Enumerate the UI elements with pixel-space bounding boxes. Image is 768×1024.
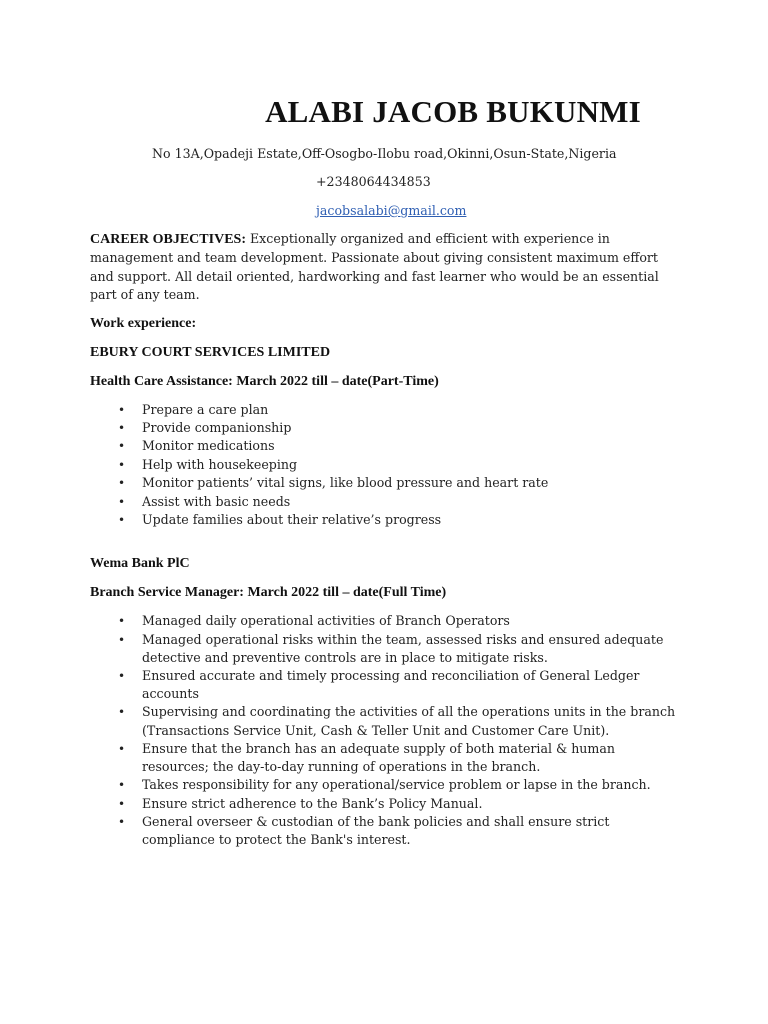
duty-text: General overseer & custodian of the bank policies and shall ensure strict compliance to protect the Bank's interest. — [142, 813, 610, 847]
duty-text: Assist with basic needs — [142, 493, 291, 509]
bullet-icon: • — [118, 494, 126, 509]
duty-list — [90, 612, 680, 849]
candidate-name: ALABI JACOB BUKUNMI — [265, 94, 641, 129]
duty-text: Prepare a care plan — [142, 401, 269, 417]
duty-text: Supervising and coordinating the activities of all the operations units in the branch (Transactions Service Unit, Cash & Teller Unit and Customer Care Unit). — [142, 704, 676, 738]
phone-number: +2348064434853 — [316, 174, 431, 189]
address-line: No 13A,Opadeji Estate,Off-Osogbo-Ilobu road,Okinni,Osun-State,Nigeria — [152, 146, 617, 161]
objective-text: Exceptionally organized and efficient with experience in management and team development. Passionate about giving consistent maximum effort and support. All detail oriented, hardworking and fast learner who would be an essential part of any team. — [90, 231, 659, 303]
company-name: Wema Bank PlC — [90, 556, 190, 572]
bullet-icon: • — [118, 614, 126, 629]
bullet-icon: • — [118, 669, 126, 684]
duty-text: Managed daily operational activities of Branch Operators — [142, 613, 510, 629]
work-experience-heading: Work experience: — [90, 315, 197, 331]
bullet-icon: • — [118, 796, 126, 811]
list-item — [90, 474, 680, 492]
job-role: Branch Service Manager: March 2022 till – date(Full Time) — [90, 585, 447, 601]
bullet-icon: • — [118, 705, 126, 720]
duty-text: Update families about their relative’s progress — [142, 512, 442, 528]
bullet-icon: • — [118, 814, 126, 829]
list-item — [90, 493, 680, 511]
bullet-icon: • — [118, 402, 126, 417]
bullet-icon: • — [118, 513, 126, 528]
duty-text: Provide companionship — [142, 420, 292, 436]
list-item — [90, 631, 680, 667]
job-role: Health Care Assistance: March 2022 till – date(Part-Time) — [90, 373, 439, 389]
bullet-icon: • — [118, 421, 126, 436]
list-item — [90, 776, 680, 794]
duty-text: Help with housekeeping — [142, 456, 298, 472]
list-item — [90, 813, 680, 849]
list-item — [90, 740, 680, 776]
duty-text: Ensure strict adherence to the Bank’s Policy Manual. — [142, 795, 483, 811]
list-item — [90, 419, 680, 437]
objective-label: CAREER OBJECTIVES: — [90, 232, 246, 247]
bullet-icon: • — [118, 476, 126, 491]
list-item — [90, 795, 680, 813]
list-item — [90, 703, 680, 739]
email-link[interactable]: jacobsalabi@gmail.com — [316, 203, 467, 218]
list-item — [90, 667, 680, 703]
duty-text: Managed operational risks within the team, assessed risks and ensured adequate detective and preventive controls are in place to mitigate risks. — [142, 631, 664, 665]
bullet-icon: • — [118, 778, 126, 793]
company-name: EBURY COURT SERVICES LIMITED — [90, 344, 331, 360]
list-item — [90, 511, 680, 529]
duty-text: Monitor medications — [142, 438, 275, 454]
bullet-icon: • — [118, 439, 126, 454]
duty-text: Ensured accurate and timely processing and reconciliation of General Ledger accounts — [142, 668, 640, 702]
list-item — [90, 437, 680, 455]
bullet-icon: • — [118, 632, 126, 647]
list-item — [90, 401, 680, 419]
resume-body — [90, 230, 680, 849]
duty-text: Ensure that the branch has an adequate supply of both material & human resources; the day-to-day running of operations in the branch. — [142, 740, 615, 775]
bullet-icon: • — [118, 741, 126, 756]
duty-list — [90, 401, 680, 530]
duty-text: Monitor patients’ vital signs, like blood pressure and heart rate — [142, 475, 549, 491]
list-item — [90, 456, 680, 474]
duty-text: Takes responsibility for any operational/service problem or lapse in the branch. — [142, 777, 651, 793]
list-item — [90, 612, 680, 630]
bullet-icon: • — [118, 457, 126, 472]
career-objective — [90, 230, 680, 305]
